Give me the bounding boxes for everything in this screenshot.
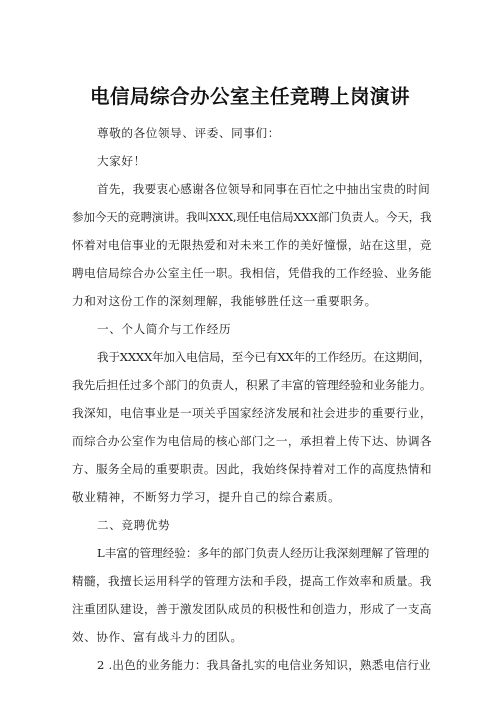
section1-line: 我先后担任过多个部门的负责人，积累了丰富的管理经验和业务能力。	[72, 378, 432, 392]
intro-line: 力和对这份工作的深刻理解，我能够胜任这一重要职务。	[72, 294, 377, 308]
advantage1-line: 注重团队建设，善于激发团队成员的积极性和创造力，形成了一支高	[72, 602, 432, 616]
section1-line: 方、服务全局的重要职责。因此，我始终保持着对工作的高度热情和	[72, 462, 432, 476]
advantage1-line: 精髓，我擅长运用科学的管理方法和手段，提高工作效率和质量。我	[72, 574, 432, 588]
section1-line: 我于XXXX年加入电信局，至今已有XX年的工作经历。在这期间，	[97, 350, 431, 364]
section1-line: 而综合办公室作为电信局的核心部门之一，承担着上传下达、协调各	[72, 434, 432, 448]
advantage1-line: L丰富的管理经验：多年的部门负责人经历让我深刻理解了管理的	[97, 546, 430, 560]
section-heading-2: 二、竞聘优势	[97, 518, 171, 532]
intro-line: 聘电信局综合办公室主任一职。我相信，凭借我的工作经验、业务能	[72, 266, 432, 280]
intro-line: 怀着对电信事业的无限热爱和对未来工作的美好憧憬，站在这里，竞	[72, 238, 432, 252]
hello-line: 大家好！	[97, 154, 146, 168]
advantage1-line: 效、协作、富有战斗力的团队。	[72, 630, 243, 644]
intro-line: 参加今天的竞聘演讲。我叫XXX,现任电信局XXX部门负责人。今天，我	[72, 210, 432, 224]
advantage2-line: 2 .出色的业务能力：我具备扎实的电信业务知识，熟悉电信行业	[97, 658, 431, 672]
section1-line: 敬业精神，不断努力学习，提升自己的综合素质。	[72, 490, 341, 504]
section-heading-1: 一、个人简介与工作经历	[97, 322, 232, 336]
document-title: 电信局综合办公室主任竞聘上岗演讲	[89, 85, 410, 108]
intro-line: 首先，我要衷心感谢各位领导和同事在百忙之中抽出宝贵的时间	[97, 182, 431, 196]
greeting: 尊敬的各位领导、评委、同事们：	[97, 126, 280, 140]
section1-line: 我深知，电信事业是一项关乎国家经济发展和社会进步的重要行业，	[72, 406, 432, 420]
